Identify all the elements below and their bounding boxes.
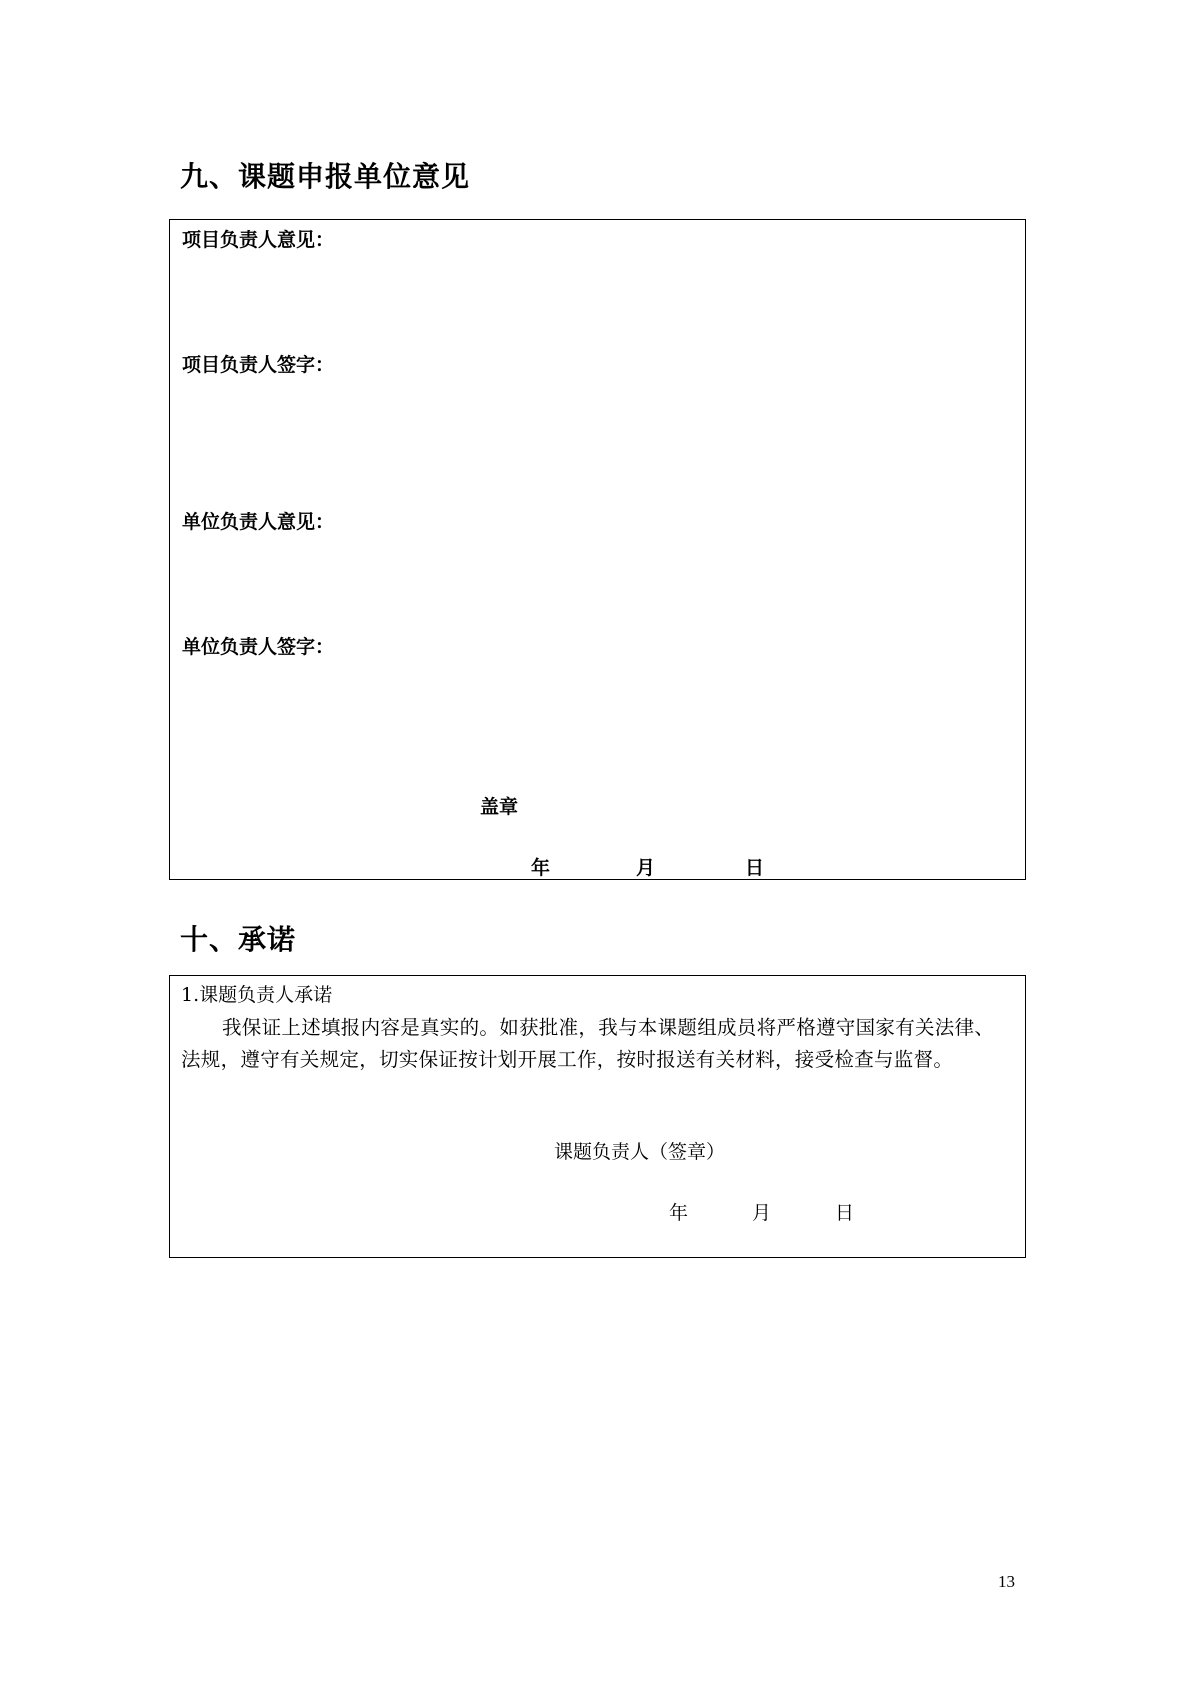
section9-heading: 九、课题申报单位意见 — [180, 160, 471, 193]
unit-leader-opinion-label: 单位负责人意见： — [182, 511, 335, 533]
commitment-signature-label: 课题负责人（签章） — [554, 1141, 726, 1163]
commitment-statement-line1: 我保证上述填报内容是真实的。如获批准，我与本课题组成员将严格遵守国家有关法律、 — [222, 1016, 995, 1039]
commitment-box — [169, 975, 1026, 1258]
commitment-date-day: 日 — [835, 1202, 855, 1224]
commitment-statement-line2: 法规，遵守有关规定，切实保证按计划开展工作，按时报送有关材料，接受检查与监督。 — [181, 1048, 954, 1071]
date-year-label: 年 — [531, 857, 551, 879]
seal-label: 盖章 — [480, 796, 519, 818]
section10-heading: 十、承诺 — [180, 923, 297, 956]
project-leader-opinion-label: 项目负责人意见： — [182, 229, 335, 251]
date-month-label: 月 — [636, 857, 656, 879]
commitment-date-month: 月 — [752, 1202, 772, 1224]
commitment-item-title: 1.课题负责人承诺 — [181, 984, 333, 1006]
page-number: 13 — [998, 1572, 1015, 1591]
commitment-date-year: 年 — [669, 1202, 689, 1224]
project-leader-signature-label: 项目负责人签字： — [182, 354, 335, 376]
unit-opinion-box — [169, 219, 1026, 880]
unit-leader-signature-label: 单位负责人签字： — [182, 636, 335, 658]
date-day-label: 日 — [745, 857, 765, 879]
